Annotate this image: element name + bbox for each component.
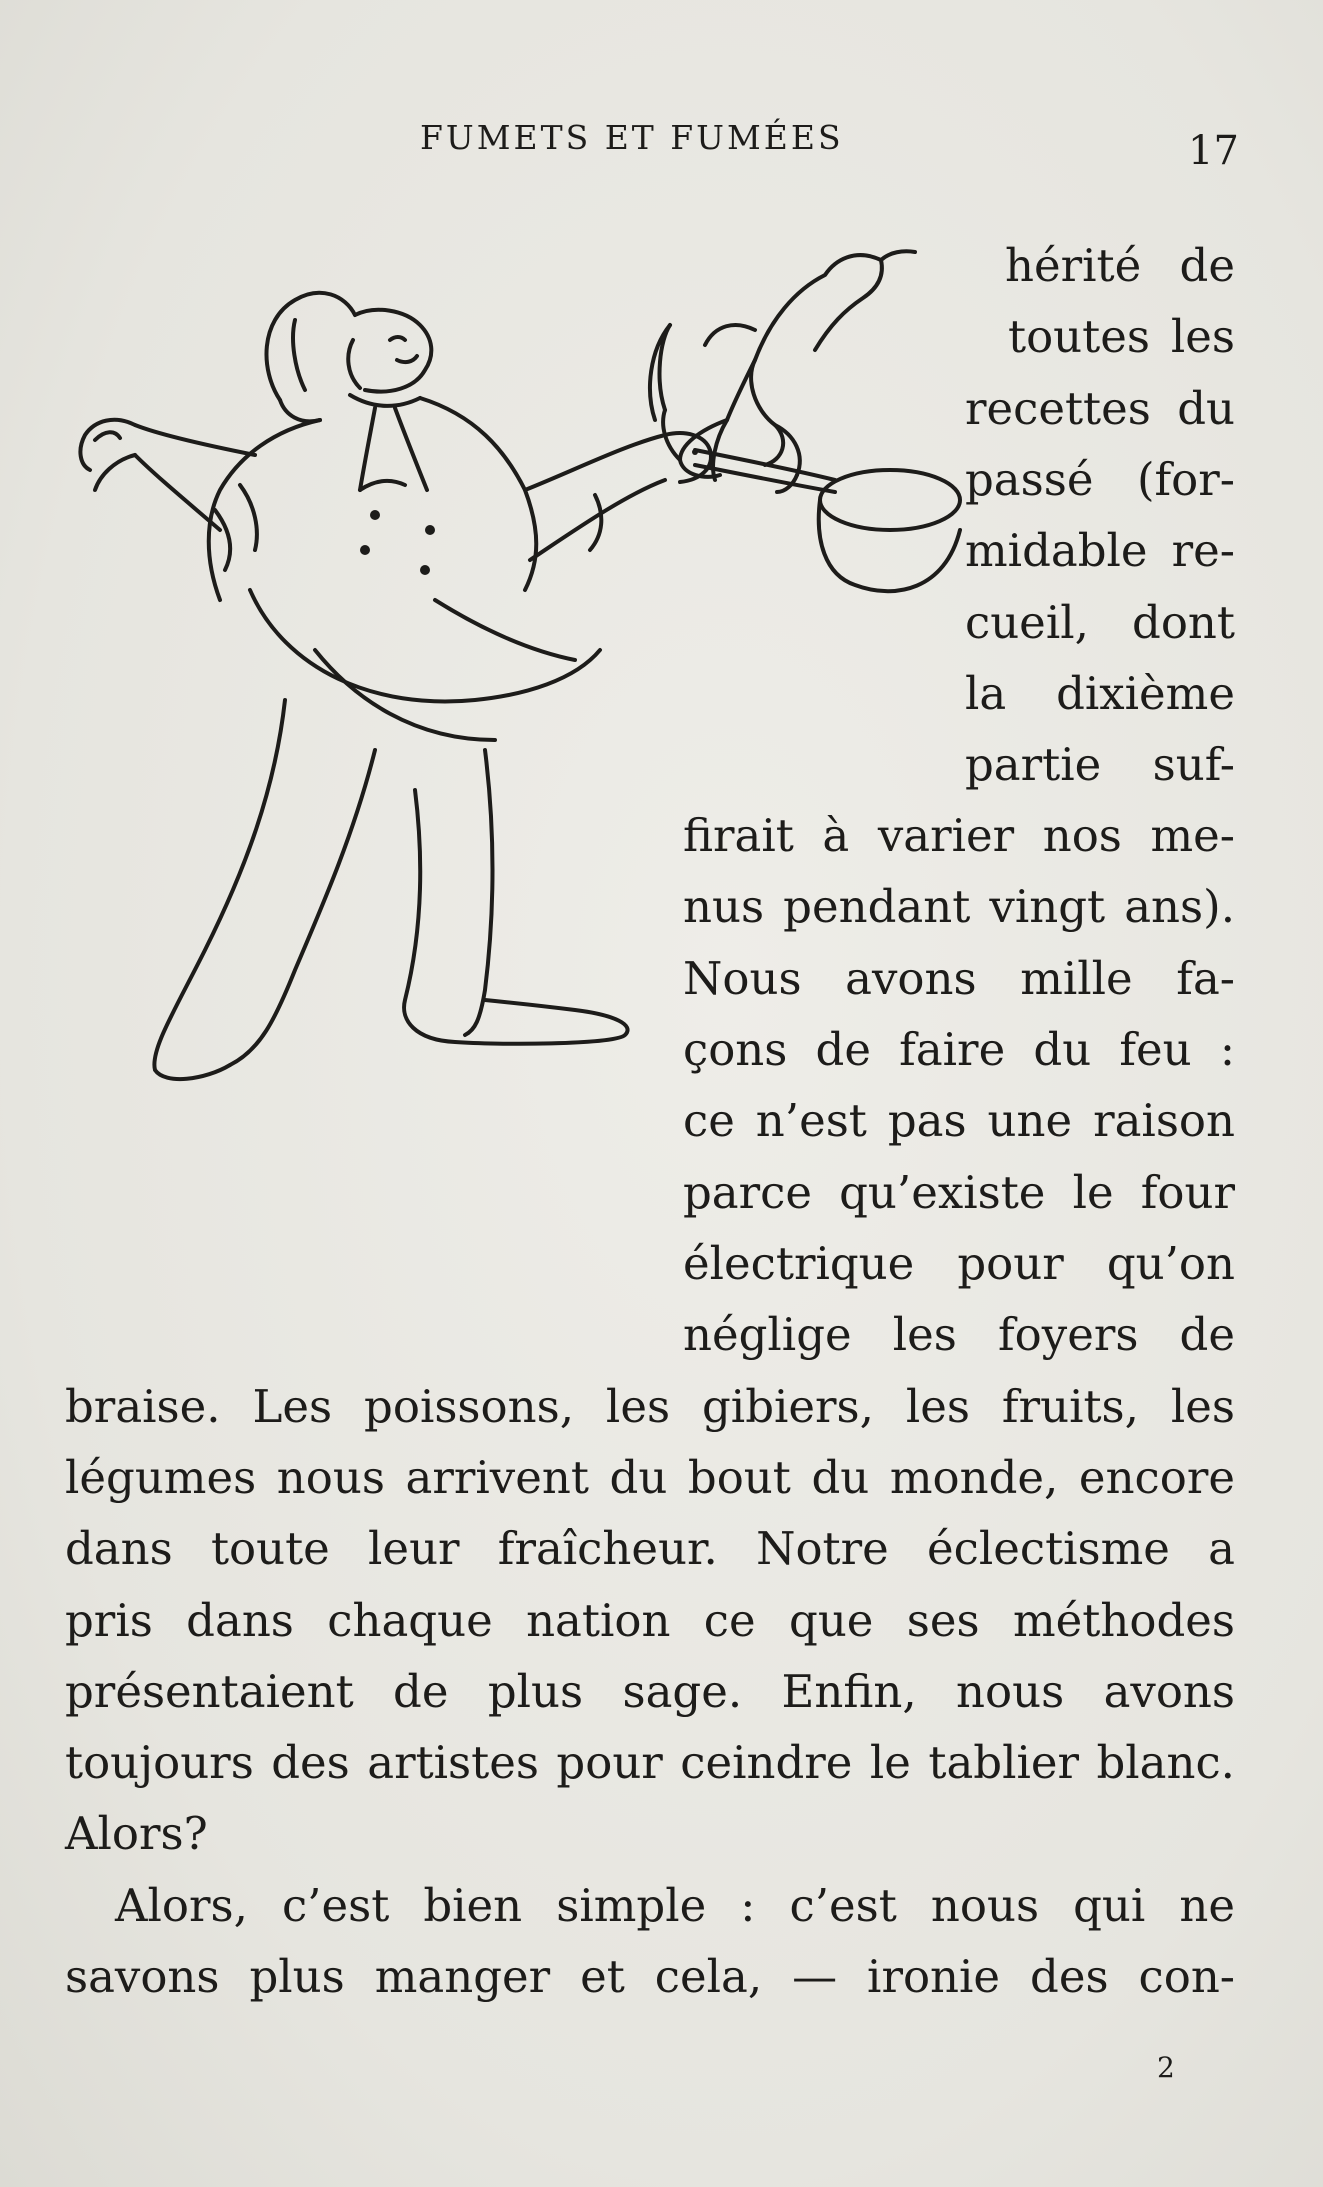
paragraph-start-line: Alors, c’est bien simple : c’est nous qui ne (115, 1879, 1235, 1932)
text-line: Nous avons mille fa- (683, 952, 1235, 1005)
text-line: çons de faire du feu : (683, 1023, 1235, 1076)
text-line: légumes nous arrivent du bout du monde, encore (65, 1451, 1235, 1504)
text-line: présentaient de plus sage. Enfin, nous avons (65, 1665, 1235, 1718)
text-line: passé (for- (965, 453, 1235, 506)
text-line: électrique pour qu’on (683, 1237, 1235, 1290)
text-line: partie suf- (965, 738, 1235, 791)
text-line: hérité de (1005, 239, 1235, 292)
text-line: midable re- (965, 524, 1235, 577)
text-line: savons plus manger et cela, — ironie des con- (65, 1950, 1235, 2003)
text-line: recettes du (965, 382, 1235, 435)
text-line: firait à varier nos me- (683, 809, 1235, 862)
page-number: 17 (1188, 128, 1239, 174)
text-line: ce n’est pas une raison (683, 1094, 1235, 1147)
running-title: FUMETS ET FUMÉES (420, 118, 844, 157)
text-line: nus pendant vingt ans). (683, 880, 1235, 933)
text-line: braise. Les poissons, les gibiers, les fruits, les (65, 1380, 1235, 1433)
text-line: toujours des artistes pour ceindre le tablier blanc. (65, 1736, 1235, 1789)
text-line: dans toute leur fraîcheur. Notre éclectisme a (65, 1522, 1235, 1575)
text-line: cueil, dont (965, 596, 1235, 649)
signature-mark: 2 (1157, 2051, 1175, 2084)
text-line: toutes les (1008, 310, 1235, 363)
text-line: la dixième (965, 667, 1235, 720)
chef-illustration (55, 230, 955, 1310)
text-line: Alors? (65, 1807, 208, 1860)
text-line: pris dans chaque nation ce que ses méthodes (65, 1594, 1235, 1647)
leaping-rabbit-icon (650, 251, 915, 492)
text-line: parce qu’existe le four (683, 1166, 1235, 1219)
text-line: néglige les foyers de (683, 1308, 1235, 1361)
